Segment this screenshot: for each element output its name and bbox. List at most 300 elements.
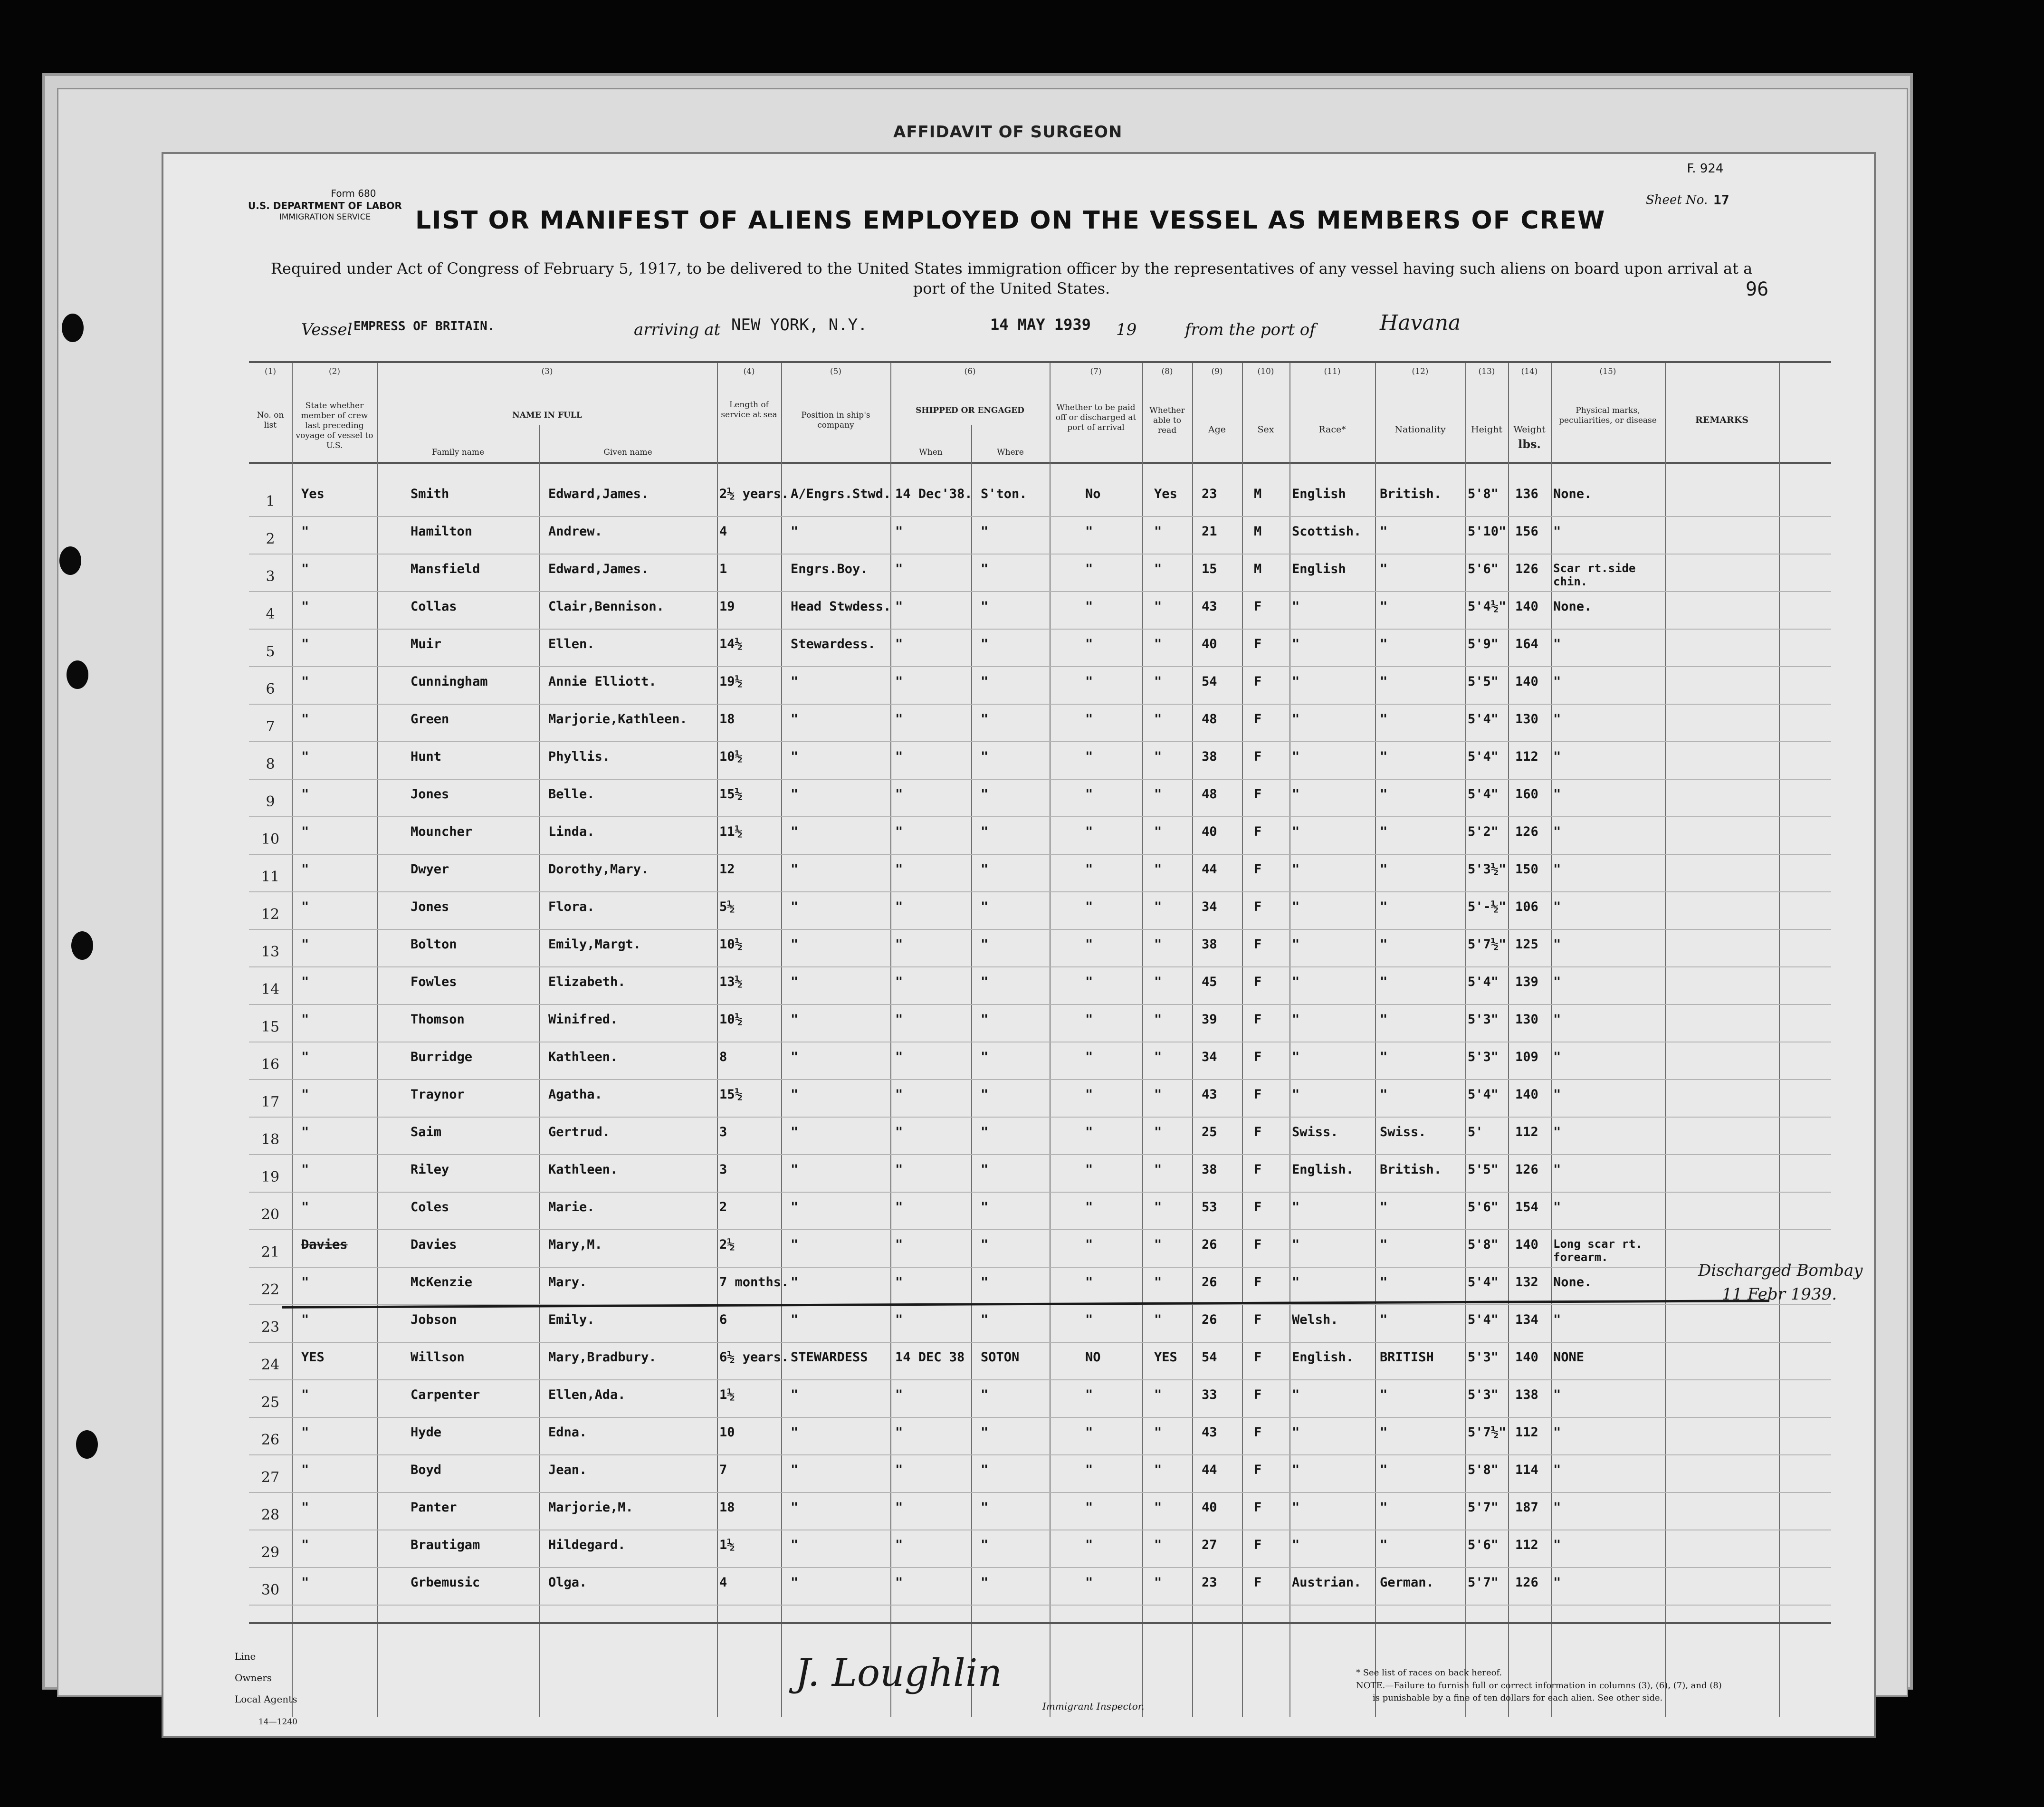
- sex-cell: F: [1254, 899, 1262, 914]
- position-cell: ": [791, 787, 799, 802]
- age-cell: 48: [1202, 787, 1217, 802]
- row-number: 8: [266, 756, 275, 773]
- service-cell: 2½ years.: [719, 487, 789, 501]
- row-rule: [249, 1605, 1831, 1606]
- able-to-read-cell: ": [1154, 1575, 1162, 1590]
- marks-cell: ": [1553, 1425, 1561, 1440]
- service-cell: 12: [719, 862, 735, 877]
- shipped-when-cell: ": [895, 524, 903, 539]
- paid-off-cell: ": [1085, 824, 1093, 839]
- sex-cell: F: [1254, 712, 1262, 727]
- marks-cell: ": [1553, 1463, 1561, 1477]
- paid-off-cell: ": [1085, 749, 1093, 764]
- crew-cell: ": [301, 1387, 309, 1402]
- sex-cell: F: [1254, 674, 1262, 689]
- nationality-cell: ": [1380, 1237, 1388, 1252]
- marks-cell: ": [1553, 1538, 1561, 1552]
- paid-off-cell: ": [1085, 1162, 1093, 1177]
- family-name-cell: Mansfield: [411, 562, 480, 576]
- race-cell: ": [1292, 1387, 1300, 1402]
- age-cell: 39: [1202, 1012, 1217, 1027]
- marks-cell: ": [1553, 1125, 1561, 1139]
- position-cell: ": [791, 674, 799, 689]
- shipped-where-cell: ": [981, 524, 989, 539]
- age-cell: 48: [1202, 712, 1217, 727]
- shipped-where-cell: ": [981, 787, 989, 802]
- crew-cell: Yes: [301, 487, 325, 501]
- col-divider: [890, 363, 891, 1717]
- shipped-when-cell: ": [895, 599, 903, 614]
- height-cell: 5'4": [1468, 975, 1499, 989]
- crew-cell: ": [301, 1050, 309, 1064]
- given-name-cell: Marie.: [548, 1200, 595, 1214]
- col-divider: [539, 425, 540, 1717]
- shipped-where-cell: ": [981, 1425, 989, 1440]
- age-cell: 38: [1202, 937, 1217, 952]
- col-divider: [971, 425, 972, 1717]
- col-head-position: Position in ship's company: [801, 411, 870, 430]
- weight-cell: 112: [1515, 749, 1538, 764]
- row-number: 21: [261, 1244, 280, 1261]
- family-name-cell: Green: [411, 712, 449, 727]
- marks-cell: ": [1553, 1500, 1561, 1515]
- col-head-marks: Physical marks, peculiarities, or disease: [1559, 406, 1657, 425]
- given-name-cell: Ellen,Ada.: [548, 1387, 626, 1402]
- weight-cell: 125: [1515, 937, 1538, 952]
- family-name-cell: Smith: [411, 487, 449, 501]
- shipped-when-cell: ": [895, 1125, 903, 1139]
- paid-off-cell: ": [1085, 1200, 1093, 1214]
- nationality-cell: ": [1380, 1387, 1388, 1402]
- given-name-cell: Kathleen.: [548, 1050, 618, 1064]
- service-cell: 8: [719, 1050, 727, 1064]
- service-cell: 6: [719, 1312, 727, 1327]
- row-number: 12: [261, 906, 280, 923]
- paid-off-cell: ": [1085, 1050, 1093, 1064]
- page-number: 96: [1746, 278, 1769, 300]
- sex-cell: F: [1254, 1200, 1262, 1214]
- age-cell: 25: [1202, 1125, 1217, 1139]
- row-rule: [249, 1454, 1831, 1455]
- able-to-read-cell: ": [1154, 1463, 1162, 1477]
- weight-cell: 126: [1515, 1575, 1538, 1590]
- race-cell: ": [1292, 937, 1300, 952]
- col-head-weight: Weight: [1513, 424, 1546, 435]
- given-name-cell: Winifred.: [548, 1012, 618, 1027]
- shipped-where-cell: ": [981, 712, 989, 727]
- service-cell: 3: [719, 1125, 727, 1139]
- able-to-read-cell: ": [1154, 824, 1162, 839]
- age-cell: 26: [1202, 1275, 1217, 1290]
- service-cell: 18: [719, 712, 735, 727]
- family-name-cell: Jones: [411, 899, 449, 914]
- position-cell: Engrs.Boy.: [791, 562, 868, 576]
- nationality-cell: ": [1380, 899, 1388, 914]
- race-cell: ": [1292, 749, 1300, 764]
- paid-off-cell: ": [1085, 637, 1093, 651]
- weight-cell: 160: [1515, 787, 1538, 802]
- shipped-when-cell: ": [895, 1200, 903, 1214]
- given-name-cell: Elizabeth.: [548, 975, 626, 989]
- able-to-read-cell: ": [1154, 975, 1162, 989]
- family-name-cell: Collas: [411, 599, 457, 614]
- crew-cell: ": [301, 1575, 309, 1590]
- shipped-when-cell: ": [895, 1012, 903, 1027]
- given-name-cell: Ellen.: [548, 637, 595, 651]
- age-cell: 38: [1202, 749, 1217, 764]
- given-name-cell: Emily,Margt.: [548, 937, 641, 952]
- sex-cell: F: [1254, 824, 1262, 839]
- punch-hole: [71, 931, 93, 960]
- col-head-name: NAME IN FULL: [512, 411, 582, 420]
- sex-cell: F: [1254, 1500, 1262, 1515]
- nationality-cell: ": [1380, 824, 1388, 839]
- col-divider: [717, 363, 718, 1717]
- race-cell: Welsh.: [1292, 1312, 1338, 1327]
- race-cell: ": [1292, 899, 1300, 914]
- family-name-cell: Coles: [411, 1200, 449, 1214]
- sex-cell: F: [1254, 1350, 1262, 1365]
- service-cell: 5½: [719, 899, 735, 914]
- shipped-where-cell: ": [981, 824, 989, 839]
- sex-cell: F: [1254, 1538, 1262, 1552]
- year-prefix: 19: [1116, 320, 1137, 339]
- arrival-date: 14 MAY 1939: [990, 316, 1091, 334]
- able-to-read-cell: ": [1154, 1087, 1162, 1102]
- sex-cell: F: [1254, 1312, 1262, 1327]
- race-cell: ": [1292, 1500, 1300, 1515]
- weight-cell: 112: [1515, 1425, 1538, 1440]
- col-num: (7): [1090, 367, 1102, 376]
- given-name-cell: Marjorie,Kathleen.: [548, 712, 688, 727]
- service-cell: 10: [719, 1425, 735, 1440]
- given-name-cell: Mary,Bradbury.: [548, 1350, 657, 1365]
- sex-cell: F: [1254, 1387, 1262, 1402]
- col-head-service: Length of service at sea: [721, 400, 777, 420]
- shipped-where-cell: ": [981, 562, 989, 576]
- position-cell: A/Engrs.Stwd.: [791, 487, 891, 501]
- crew-cell: ": [301, 787, 309, 802]
- weight-cell: 140: [1515, 674, 1538, 689]
- family-name-cell: Fowles: [411, 975, 457, 989]
- service-cell: 10½: [719, 1012, 743, 1027]
- able-to-read-cell: ": [1154, 862, 1162, 877]
- footer-rule: [249, 1622, 1831, 1624]
- paid-off-cell: ": [1085, 599, 1093, 614]
- able-to-read-cell: Yes: [1154, 487, 1177, 501]
- weight-cell: 140: [1515, 1350, 1538, 1365]
- col-num: (11): [1324, 367, 1341, 376]
- age-cell: 27: [1202, 1538, 1217, 1552]
- marks-cell: Long scar rt. forearm.: [1553, 1237, 1643, 1264]
- nationality-cell: ": [1380, 937, 1388, 952]
- crew-cell: ": [301, 1012, 309, 1027]
- row-number: 4: [266, 606, 275, 622]
- height-cell: 5'7": [1468, 1500, 1499, 1515]
- col-head-no: No. on list: [257, 411, 284, 430]
- marks-cell: ": [1553, 749, 1561, 764]
- height-cell: 5'7½": [1468, 937, 1507, 952]
- row-number: 24: [261, 1357, 280, 1373]
- shipped-where-cell: ": [981, 1387, 989, 1402]
- row-number: 16: [261, 1056, 280, 1073]
- able-to-read-cell: ": [1154, 1125, 1162, 1139]
- age-cell: 44: [1202, 862, 1217, 877]
- remarks-discharged: Discharged Bombay: [1698, 1261, 1863, 1280]
- col-num: (9): [1211, 367, 1223, 376]
- row-number: 17: [261, 1094, 280, 1110]
- row-rule: [249, 1379, 1831, 1380]
- marks-cell: None.: [1553, 1275, 1592, 1290]
- age-cell: 40: [1202, 824, 1217, 839]
- given-name-cell: Clair,Bennison.: [548, 599, 664, 614]
- nationality-cell: ": [1380, 975, 1388, 989]
- weight-cell: 134: [1515, 1312, 1538, 1327]
- family-name-cell: Burridge: [411, 1050, 473, 1064]
- service-cell: 7 months.: [719, 1275, 789, 1290]
- position-cell: ": [791, 1125, 799, 1139]
- sex-cell: F: [1254, 1575, 1262, 1590]
- family-name-cell: Hyde: [411, 1425, 442, 1440]
- sex-cell: F: [1254, 1012, 1262, 1027]
- position-cell: ": [791, 1312, 799, 1327]
- paid-off-cell: ": [1085, 1087, 1093, 1102]
- department: U.S. DEPARTMENT OF LABOR: [248, 200, 402, 211]
- family-name-cell: Grbemusic: [411, 1575, 480, 1590]
- shipped-when-cell: 14 DEC 38: [895, 1350, 965, 1365]
- row-rule: [249, 929, 1831, 930]
- footnote-penalty-cont: is punishable by a fine of ten dollars for each alien. See other side.: [1373, 1693, 1663, 1703]
- col-head-where: Where: [997, 448, 1024, 457]
- shipped-where-cell: ": [981, 899, 989, 914]
- race-cell: English: [1292, 562, 1346, 576]
- shipped-when-cell: ": [895, 787, 903, 802]
- able-to-read-cell: ": [1154, 674, 1162, 689]
- marks-cell: ": [1553, 1575, 1561, 1590]
- shipped-when-cell: ": [895, 1500, 903, 1515]
- paid-off-cell: ": [1085, 1125, 1093, 1139]
- row-rule: [249, 1154, 1831, 1155]
- sex-cell: M: [1254, 562, 1262, 576]
- col-num: (8): [1161, 367, 1173, 376]
- height-cell: 5': [1468, 1125, 1483, 1139]
- nationality-cell: ": [1380, 674, 1388, 689]
- able-to-read-cell: ": [1154, 1387, 1162, 1402]
- crew-cell: ": [301, 824, 309, 839]
- col-head-height: Height: [1471, 424, 1502, 435]
- row-number: 1: [266, 493, 275, 510]
- shipped-when-cell: ": [895, 637, 903, 651]
- weight-cell: 114: [1515, 1463, 1538, 1477]
- position-cell: ": [791, 712, 799, 727]
- row-rule: [249, 629, 1831, 630]
- service: IMMIGRATION SERVICE: [279, 212, 371, 222]
- race-cell: ": [1292, 787, 1300, 802]
- given-name-cell: Emily.: [548, 1312, 595, 1327]
- col-num: (3): [541, 367, 553, 376]
- nationality-cell: ": [1380, 562, 1388, 576]
- age-cell: 23: [1202, 1575, 1217, 1590]
- row-number: 22: [261, 1281, 280, 1298]
- paid-off-cell: ": [1085, 1012, 1093, 1027]
- row-number: 29: [261, 1544, 280, 1561]
- col-divider: [1050, 363, 1051, 1717]
- marks-cell: ": [1553, 937, 1561, 952]
- service-cell: 11½: [719, 824, 743, 839]
- weight-cell: 187: [1515, 1500, 1538, 1515]
- nationality-cell: ": [1380, 712, 1388, 727]
- col-divider: [1665, 363, 1666, 1717]
- sex-cell: F: [1254, 1425, 1262, 1440]
- sex-cell: F: [1254, 637, 1262, 651]
- col-divider: [1289, 363, 1290, 1717]
- family-name-cell: Brautigam: [411, 1538, 480, 1552]
- position-cell: ": [791, 824, 799, 839]
- service-cell: 2: [719, 1200, 727, 1214]
- crew-cell: ": [301, 637, 309, 651]
- service-cell: 4: [719, 1575, 727, 1590]
- weight-cell: 138: [1515, 1387, 1538, 1402]
- service-cell: 7: [719, 1463, 727, 1477]
- able-to-read-cell: ": [1154, 1275, 1162, 1290]
- shipped-where-cell: ": [981, 1538, 989, 1552]
- shipped-when-cell: ": [895, 1312, 903, 1327]
- shipped-when-cell: ": [895, 1387, 903, 1402]
- marks-cell: ": [1553, 1012, 1561, 1027]
- col-num: (1): [264, 367, 277, 376]
- sex-cell: F: [1254, 1237, 1262, 1252]
- able-to-read-cell: ": [1154, 712, 1162, 727]
- position-cell: ": [791, 1200, 799, 1214]
- sex-cell: F: [1254, 749, 1262, 764]
- weight-cell: 140: [1515, 599, 1538, 614]
- crew-cell: ": [301, 1162, 309, 1177]
- crew-cell: ": [301, 899, 309, 914]
- position-cell: ": [791, 1425, 799, 1440]
- race-cell: Swiss.: [1292, 1125, 1338, 1139]
- family-name-cell: Carpenter: [411, 1387, 480, 1402]
- position-cell: Stewardess.: [791, 637, 876, 651]
- marks-cell: ": [1553, 975, 1561, 989]
- row-rule: [249, 779, 1831, 780]
- shipped-where-cell: ": [981, 1200, 989, 1214]
- age-cell: 54: [1202, 674, 1217, 689]
- service-cell: 3: [719, 1162, 727, 1177]
- from-port-label: from the port of: [1185, 320, 1316, 339]
- race-cell: ": [1292, 599, 1300, 614]
- col-head-family: Family name: [431, 448, 485, 457]
- weight-cell: 126: [1515, 562, 1538, 576]
- shipped-when-cell: ": [895, 1087, 903, 1102]
- given-name-cell: Kathleen.: [548, 1162, 618, 1177]
- footer-form-ref: 14—1240: [258, 1717, 297, 1727]
- nationality-cell: Swiss.: [1380, 1125, 1426, 1139]
- row-rule: [249, 966, 1831, 967]
- able-to-read-cell: ": [1154, 1012, 1162, 1027]
- weight-cell: 132: [1515, 1275, 1538, 1290]
- marks-cell: None.: [1553, 599, 1592, 614]
- paid-off-cell: No: [1085, 487, 1101, 501]
- col-num: (12): [1412, 367, 1429, 376]
- position-cell: ": [791, 1012, 799, 1027]
- race-cell: ": [1292, 1463, 1300, 1477]
- nationality-cell: ": [1380, 1050, 1388, 1064]
- race-cell: Austrian.: [1292, 1575, 1362, 1590]
- position-cell: ": [791, 1463, 799, 1477]
- row-rule: [249, 741, 1831, 742]
- col-divider: [1508, 363, 1509, 1717]
- able-to-read-cell: ": [1154, 1050, 1162, 1064]
- col-divider: [1242, 363, 1243, 1717]
- race-cell: ": [1292, 712, 1300, 727]
- family-name-cell: Hunt: [411, 749, 442, 764]
- crew-cell: YES: [301, 1350, 325, 1365]
- position-cell: ": [791, 1237, 799, 1252]
- shipped-when-cell: ": [895, 712, 903, 727]
- nationality-cell: ": [1380, 1425, 1388, 1440]
- manifest-page: [162, 152, 1876, 1738]
- age-cell: 40: [1202, 1500, 1217, 1515]
- race-cell: ": [1292, 1425, 1300, 1440]
- col-head-given: Given name: [603, 448, 652, 457]
- crew-cell: ": [301, 1275, 309, 1290]
- paid-off-cell: ": [1085, 1275, 1093, 1290]
- marks-cell: ": [1553, 1050, 1561, 1064]
- col-head-race: Race*: [1318, 424, 1346, 435]
- row-rule: [249, 854, 1831, 855]
- age-cell: 53: [1202, 1200, 1217, 1214]
- footer-owners-label: Owners: [235, 1672, 272, 1683]
- footer-line-label: Line: [235, 1651, 256, 1662]
- footer-agents-label: Local Agents: [235, 1693, 297, 1705]
- family-name-cell: Cunningham: [411, 674, 488, 689]
- position-cell: ": [791, 975, 799, 989]
- crew-cell: ": [301, 1538, 309, 1552]
- height-cell: 5'2": [1468, 824, 1499, 839]
- row-number: 10: [261, 831, 280, 848]
- height-cell: 5'7": [1468, 1575, 1499, 1590]
- sex-cell: F: [1254, 862, 1262, 877]
- paid-off-cell: ": [1085, 674, 1093, 689]
- age-cell: 43: [1202, 1425, 1217, 1440]
- row-number: 30: [261, 1582, 280, 1598]
- nationality-cell: ": [1380, 1538, 1388, 1552]
- able-to-read-cell: ": [1154, 899, 1162, 914]
- race-cell: English: [1292, 487, 1346, 501]
- height-cell: 5'4": [1468, 1087, 1499, 1102]
- col-head-nationality: Nationality: [1395, 424, 1446, 435]
- service-cell: 10½: [719, 937, 743, 952]
- height-cell: 5'5": [1468, 674, 1499, 689]
- paid-off-cell: ": [1085, 1538, 1093, 1552]
- height-cell: 5'4": [1468, 712, 1499, 727]
- given-name-cell: Jean.: [548, 1463, 587, 1477]
- height-cell: 5'4": [1468, 749, 1499, 764]
- weight-cell: 140: [1515, 1087, 1538, 1102]
- crew-cell: ": [301, 1425, 309, 1440]
- shipped-where-cell: ": [981, 1125, 989, 1139]
- crew-cell: ": [301, 937, 309, 952]
- crew-cell: ": [301, 524, 309, 539]
- col-head-sex: Sex: [1257, 424, 1274, 435]
- inspector-signature: J. Loughlin: [795, 1651, 1002, 1695]
- weight-cell: 126: [1515, 1162, 1538, 1177]
- marks-cell: ": [1553, 524, 1561, 539]
- weight-cell: 156: [1515, 524, 1538, 539]
- col-num: (10): [1257, 367, 1274, 376]
- given-name-cell: Phyllis.: [548, 749, 611, 764]
- shipped-where-cell: ": [981, 1162, 989, 1177]
